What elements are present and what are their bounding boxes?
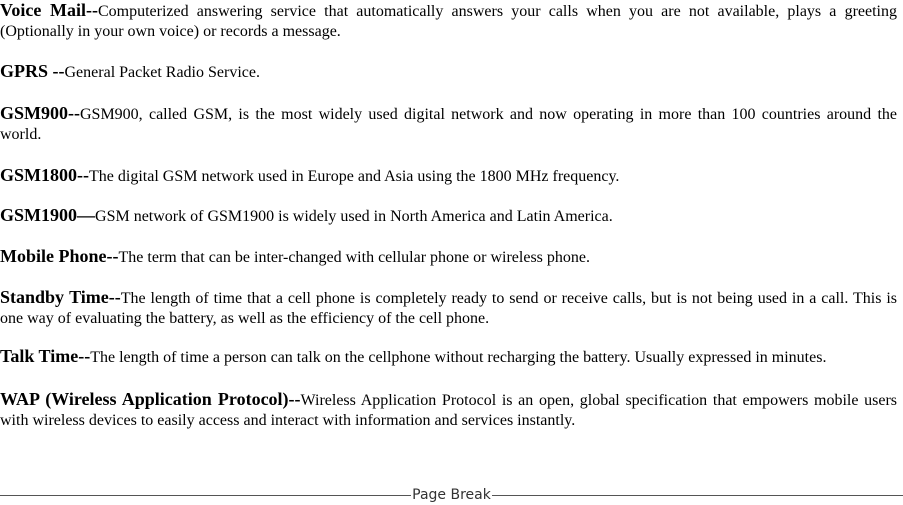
glossary-entry-gprs <box>0 61 897 83</box>
glossary-definition: General Packet Radio Service. <box>64 64 260 81</box>
glossary-definition: GSM network of GSM1900 is widely used in North America and Latin America. <box>95 208 613 225</box>
glossary-term: GSM1800-- <box>0 165 89 185</box>
glossary-entry-gsm1900 <box>0 205 897 227</box>
glossary-definition: The digital GSM network used in Europe and Asia using the 1800 MHz frequency. <box>89 168 620 185</box>
glossary-entry-wap <box>0 389 897 431</box>
glossary-term: Standby Time-- <box>0 287 121 307</box>
page-break-label: Page Break <box>412 487 491 503</box>
glossary-entry-mobile-phone <box>0 246 897 268</box>
page-break-rule-left <box>0 495 411 496</box>
glossary-term: Talk Time-- <box>0 346 91 366</box>
glossary-definition: Computerized answering service that automatically answers your calls when you are not available, plays a greeting (Optionally in your own voice) or records a message. <box>0 3 897 40</box>
glossary-entry-standby-time <box>0 287 897 329</box>
glossary-definition: The length of time that a cell phone is completely ready to send or receive calls, but is not being used in a call. This is one way of evaluating the battery, as well as the efficiency of the cell phone. <box>0 290 897 327</box>
glossary-term: GSM900-- <box>0 103 80 123</box>
glossary-definition: The length of time a person can talk on the cellphone without recharging the battery. Usually expressed in minutes. <box>90 349 827 366</box>
glossary-term: Voice Mail-- <box>0 0 98 20</box>
glossary-definition: The term that can be inter-changed with cellular phone or wireless phone. <box>118 249 590 266</box>
glossary-term: Mobile Phone-- <box>0 246 119 266</box>
page-break-rule-right <box>492 495 903 496</box>
glossary-definition: GSM900, called GSM, is the most widely used digital network and now operating in more than 100 countries around the world. <box>0 106 897 143</box>
glossary-term: GPRS -- <box>0 61 65 81</box>
glossary-entry-voice-mail <box>0 0 897 42</box>
page-break-marker <box>0 485 903 505</box>
glossary-entry-gsm900 <box>0 103 897 145</box>
glossary-term: GSM1900— <box>0 205 96 225</box>
glossary-definition: Wireless Application Protocol is an open, global specification that empowers mobile users with wireless devices to easily access and interact with information and services instantly. <box>0 392 897 429</box>
glossary-term: WAP (Wireless Application Protocol)-- <box>0 389 301 409</box>
glossary-entry-gsm1800 <box>0 165 897 187</box>
glossary-entry-talk-time <box>0 346 897 368</box>
